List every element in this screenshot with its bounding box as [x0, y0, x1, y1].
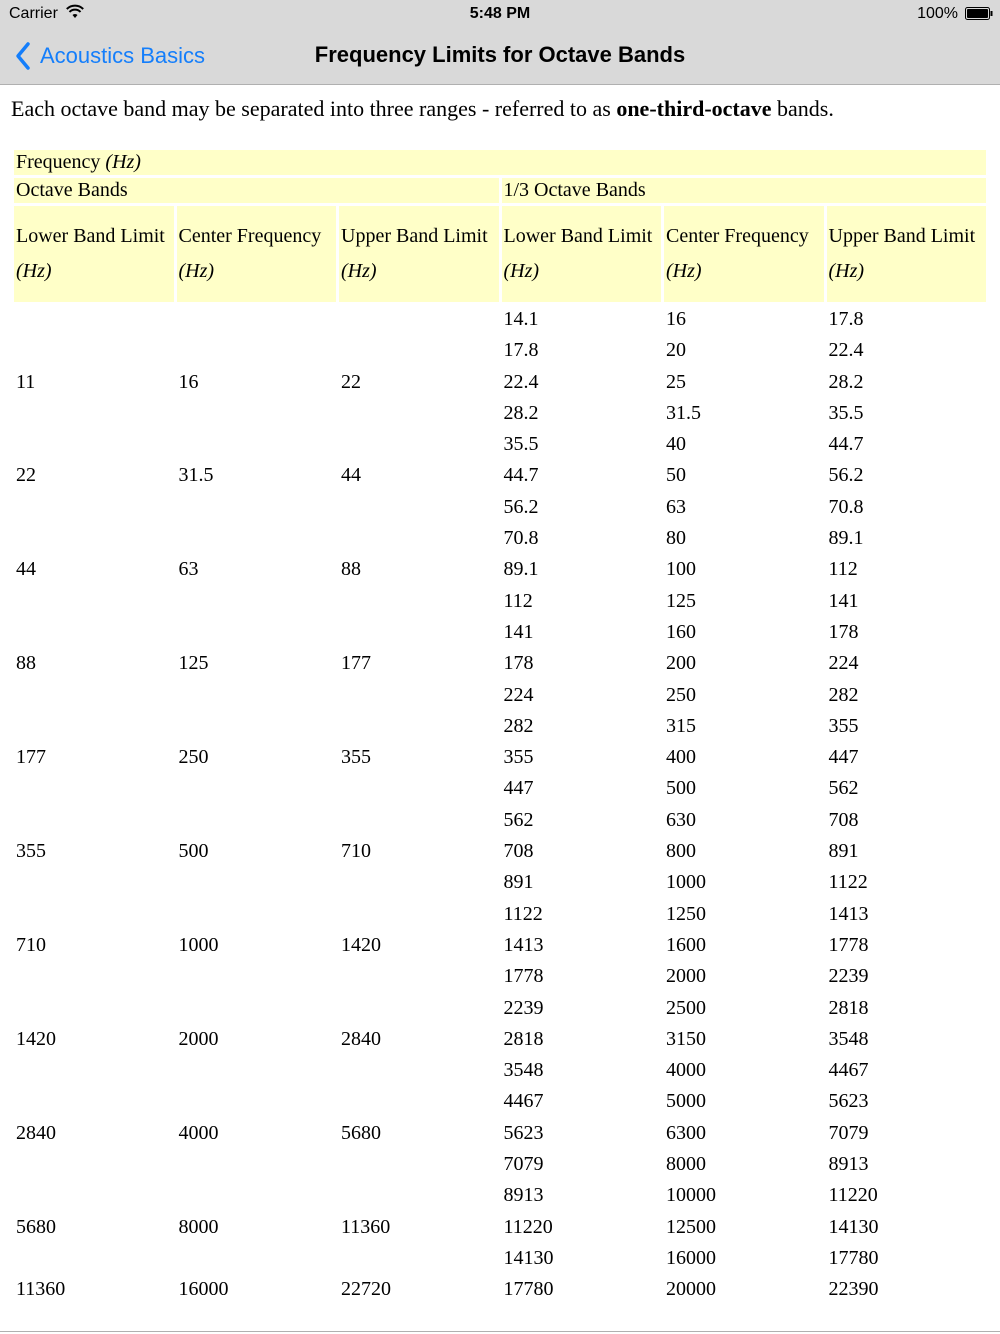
col-header-octave-lower: [14, 206, 174, 302]
third-upper-cell: 3548: [828, 1027, 869, 1050]
status-bar: [0, 0, 1000, 28]
octave-upper-cell: 11360: [341, 1215, 391, 1238]
third-center-cell: 400: [666, 746, 696, 769]
table-row: [14, 305, 986, 333]
table-body: [14, 305, 986, 1304]
table-row: [14, 1275, 986, 1303]
third-lower-cell: 14130: [503, 1246, 554, 1269]
octave-lower-cell: 177: [16, 746, 46, 769]
third-upper-cell: 562: [828, 777, 859, 800]
third-upper-cell: 112: [828, 558, 858, 581]
octave-upper-cell: 88: [341, 558, 361, 581]
octave-center-cell: 250: [178, 746, 209, 769]
intro-text-end: bands.: [771, 96, 834, 121]
third-upper-cell: 891: [828, 840, 859, 863]
third-upper-cell: 17.8: [828, 308, 864, 330]
table-row: [14, 712, 986, 740]
third-upper-cell: 8913: [828, 1153, 869, 1176]
third-octave-bands-header: 1/3 Octave Bands: [502, 178, 987, 203]
third-lower-cell: 708: [503, 840, 534, 863]
octave-lower-cell: 2840: [16, 1121, 56, 1144]
table-row: [14, 524, 986, 552]
third-lower-cell: 11220: [503, 1215, 553, 1238]
third-center-cell: 8000: [666, 1153, 706, 1176]
third-center-cell: 16: [666, 308, 686, 330]
octave-lower-cell: 11: [16, 370, 36, 393]
third-center-cell: 1000: [666, 871, 706, 894]
octave-center-cell: 2000: [178, 1027, 219, 1050]
intro-text-start: Each octave band may be separated into three ranges - referred to as: [11, 96, 617, 121]
col-unit: (Hz): [503, 260, 540, 282]
octave-lower-cell: 1420: [16, 1027, 56, 1050]
third-lower-cell: 1413: [503, 933, 544, 956]
third-center-cell: 4000: [666, 1059, 706, 1082]
third-lower-cell: 3548: [503, 1059, 544, 1082]
third-center-cell: 125: [666, 589, 696, 612]
third-upper-cell: 282: [828, 683, 859, 706]
octave-center-cell: 16: [178, 370, 199, 393]
third-lower-cell: 282: [503, 714, 534, 737]
third-upper-cell: 4467: [828, 1059, 869, 1082]
third-center-cell: 3150: [666, 1027, 706, 1050]
navigation-bar: [0, 28, 1000, 85]
third-center-cell: 160: [666, 620, 696, 643]
col-unit: (Hz): [178, 260, 215, 282]
octave-lower-cell: 44: [16, 558, 36, 581]
octave-center-cell: 63: [178, 558, 199, 581]
col-unit: (Hz): [666, 260, 702, 282]
third-lower-cell: 112: [503, 589, 533, 612]
third-lower-cell: 447: [503, 777, 534, 800]
octave-center-cell: 8000: [178, 1215, 219, 1238]
col-label: Lower Band Limit: [16, 225, 165, 247]
third-lower-cell: 4467: [503, 1090, 544, 1113]
octave-upper-cell: 177: [341, 652, 371, 675]
col-label: Upper Band Limit: [828, 225, 976, 247]
third-upper-cell: 2239: [828, 965, 869, 988]
third-center-cell: 250: [666, 683, 696, 706]
third-center-cell: 25: [666, 370, 686, 393]
col-header-octave-center: [177, 206, 337, 302]
third-center-cell: 315: [666, 714, 696, 737]
octave-lower-cell: 88: [16, 652, 36, 675]
third-upper-cell: 178: [828, 620, 859, 643]
bottom-divider: [0, 1331, 1000, 1332]
octave-center-cell: 31.5: [178, 464, 214, 487]
third-upper-cell: 7079: [828, 1121, 869, 1144]
third-center-cell: 2500: [666, 996, 706, 1019]
third-lower-cell: 14.1: [503, 308, 539, 330]
intro-paragraph: [11, 96, 834, 122]
third-upper-cell: 1413: [828, 902, 869, 925]
third-upper-cell: 2818: [828, 996, 869, 1019]
third-center-cell: 80: [666, 527, 686, 550]
octave-upper-cell: 1420: [341, 933, 381, 956]
table-row: [14, 618, 986, 646]
octave-upper-cell: 2840: [341, 1027, 381, 1050]
octave-bands-header: Octave Bands: [14, 178, 499, 203]
third-lower-cell: 56.2: [503, 495, 539, 518]
third-center-cell: 800: [666, 840, 696, 863]
third-upper-cell: 14130: [828, 1215, 879, 1238]
third-lower-cell: 22.4: [503, 370, 539, 393]
col-header-third-lower: [502, 206, 662, 302]
col-label: Lower Band Limit: [503, 225, 653, 247]
col-header-octave-upper: [339, 206, 499, 302]
table-row: [14, 994, 986, 1022]
third-center-cell: 630: [666, 808, 696, 831]
octave-center-cell: 125: [178, 652, 209, 675]
third-center-cell: 1250: [666, 902, 706, 925]
back-button-label: Acoustics Basics: [40, 43, 206, 68]
octave-lower-cell: 22: [16, 464, 36, 487]
octave-lower-cell: 11360: [16, 1278, 66, 1301]
octave-upper-cell: 44: [341, 464, 361, 487]
octave-lower-cell: 5680: [16, 1215, 56, 1238]
third-lower-cell: 224: [503, 683, 534, 706]
col-unit: (Hz): [828, 260, 865, 282]
third-center-cell: 40: [666, 433, 686, 456]
third-upper-cell: 17780: [828, 1246, 879, 1269]
col-label: Center Frequency: [178, 225, 322, 247]
frequency-header: [14, 150, 986, 175]
battery-percentage: 100%: [917, 5, 958, 22]
battery-icon: [965, 7, 993, 20]
third-center-cell: 6300: [666, 1121, 706, 1144]
third-center-cell: 31.5: [666, 401, 701, 424]
third-upper-cell: 355: [828, 714, 859, 737]
third-upper-cell: 89.1: [828, 527, 864, 550]
col-unit: (Hz): [16, 260, 52, 282]
third-lower-cell: 2818: [503, 1027, 544, 1050]
third-upper-cell: 708: [828, 808, 859, 831]
table-row: [14, 336, 986, 364]
third-center-cell: 500: [666, 777, 696, 800]
frequency-label: Frequency: [16, 151, 101, 173]
table-row: [14, 806, 986, 834]
third-lower-cell: 28.2: [503, 401, 539, 424]
third-lower-cell: 562: [503, 808, 534, 831]
octave-center-cell: 500: [178, 840, 209, 863]
third-lower-cell: 44.7: [503, 464, 539, 487]
third-center-cell: 5000: [666, 1090, 706, 1113]
third-upper-cell: 447: [828, 746, 859, 769]
third-center-cell: 20000: [666, 1278, 716, 1301]
third-center-cell: 20: [666, 339, 686, 362]
octave-lower-cell: 355: [16, 840, 46, 863]
col-header-third-center: [664, 206, 824, 302]
third-lower-cell: 17.8: [503, 339, 539, 362]
third-lower-cell: 17780: [503, 1278, 554, 1301]
third-center-cell: 200: [666, 652, 696, 675]
third-upper-cell: 56.2: [828, 464, 864, 487]
octave-center-cell: 1000: [178, 933, 219, 956]
table-row: [14, 430, 986, 458]
third-lower-cell: 70.8: [503, 527, 539, 550]
octave-lower-cell: 710: [16, 933, 46, 956]
third-lower-cell: 35.5: [503, 433, 539, 456]
third-upper-cell: 141: [828, 589, 859, 612]
third-upper-cell: 22.4: [828, 339, 864, 362]
third-center-cell: 1600: [666, 933, 706, 956]
page-title: Frequency Limits for Octave Bands: [314, 42, 686, 67]
col-unit: (Hz): [341, 260, 377, 282]
third-center-cell: 16000: [666, 1246, 716, 1269]
carrier-label: Carrier: [9, 5, 58, 22]
octave-center-cell: 4000: [178, 1121, 219, 1144]
octave-upper-cell: 355: [341, 746, 371, 769]
intro-bold-term: one-third-octave: [616, 96, 772, 121]
table-row: [14, 1087, 986, 1115]
third-upper-cell: 11220: [828, 1184, 878, 1207]
octave-upper-cell: 22720: [341, 1278, 391, 1301]
third-center-cell: 2000: [666, 965, 706, 988]
third-lower-cell: 8913: [503, 1184, 544, 1207]
third-upper-cell: 224: [828, 652, 859, 675]
third-upper-cell: 5623: [828, 1090, 869, 1113]
third-upper-cell: 1778: [828, 933, 869, 956]
octave-center-cell: 16000: [178, 1278, 229, 1301]
empty-cell: [14, 305, 174, 333]
third-lower-cell: 355: [503, 746, 534, 769]
col-header-third-upper: [827, 206, 987, 302]
third-lower-cell: 7079: [503, 1153, 544, 1176]
octave-upper-cell: 5680: [341, 1121, 381, 1144]
third-upper-cell: 44.7: [828, 433, 864, 456]
octave-upper-cell: 22: [341, 370, 361, 393]
clock: 5:48 PM: [469, 5, 531, 22]
third-lower-cell: 141: [503, 620, 534, 643]
third-lower-cell: 89.1: [503, 558, 539, 581]
third-upper-cell: 1122: [828, 871, 868, 894]
third-lower-cell: 5623: [503, 1121, 544, 1144]
table-row: [14, 900, 986, 928]
third-upper-cell: 70.8: [828, 495, 864, 518]
third-upper-cell: 35.5: [828, 401, 864, 424]
col-label: Upper Band Limit: [341, 225, 488, 247]
third-lower-cell: 1122: [503, 902, 543, 925]
third-upper-cell: 28.2: [828, 370, 864, 393]
third-center-cell: 63: [666, 495, 686, 518]
table-row: [14, 1181, 986, 1209]
third-lower-cell: 891: [503, 871, 534, 894]
third-lower-cell: 1778: [503, 965, 544, 988]
third-lower-cell: 2239: [503, 996, 544, 1019]
empty-cell: [177, 305, 337, 333]
col-label: Center Frequency: [666, 225, 809, 247]
octave-upper-cell: 710: [341, 840, 371, 863]
frequency-table: [11, 147, 989, 1307]
empty-cell: [339, 305, 499, 333]
third-center-cell: 50: [666, 464, 686, 487]
third-center-cell: 12500: [666, 1215, 716, 1238]
frequency-unit: (Hz): [105, 151, 141, 173]
third-lower-cell: 178: [503, 652, 534, 675]
third-center-cell: 100: [666, 558, 696, 581]
third-upper-cell: 22390: [828, 1278, 879, 1301]
third-center-cell: 10000: [666, 1184, 716, 1207]
